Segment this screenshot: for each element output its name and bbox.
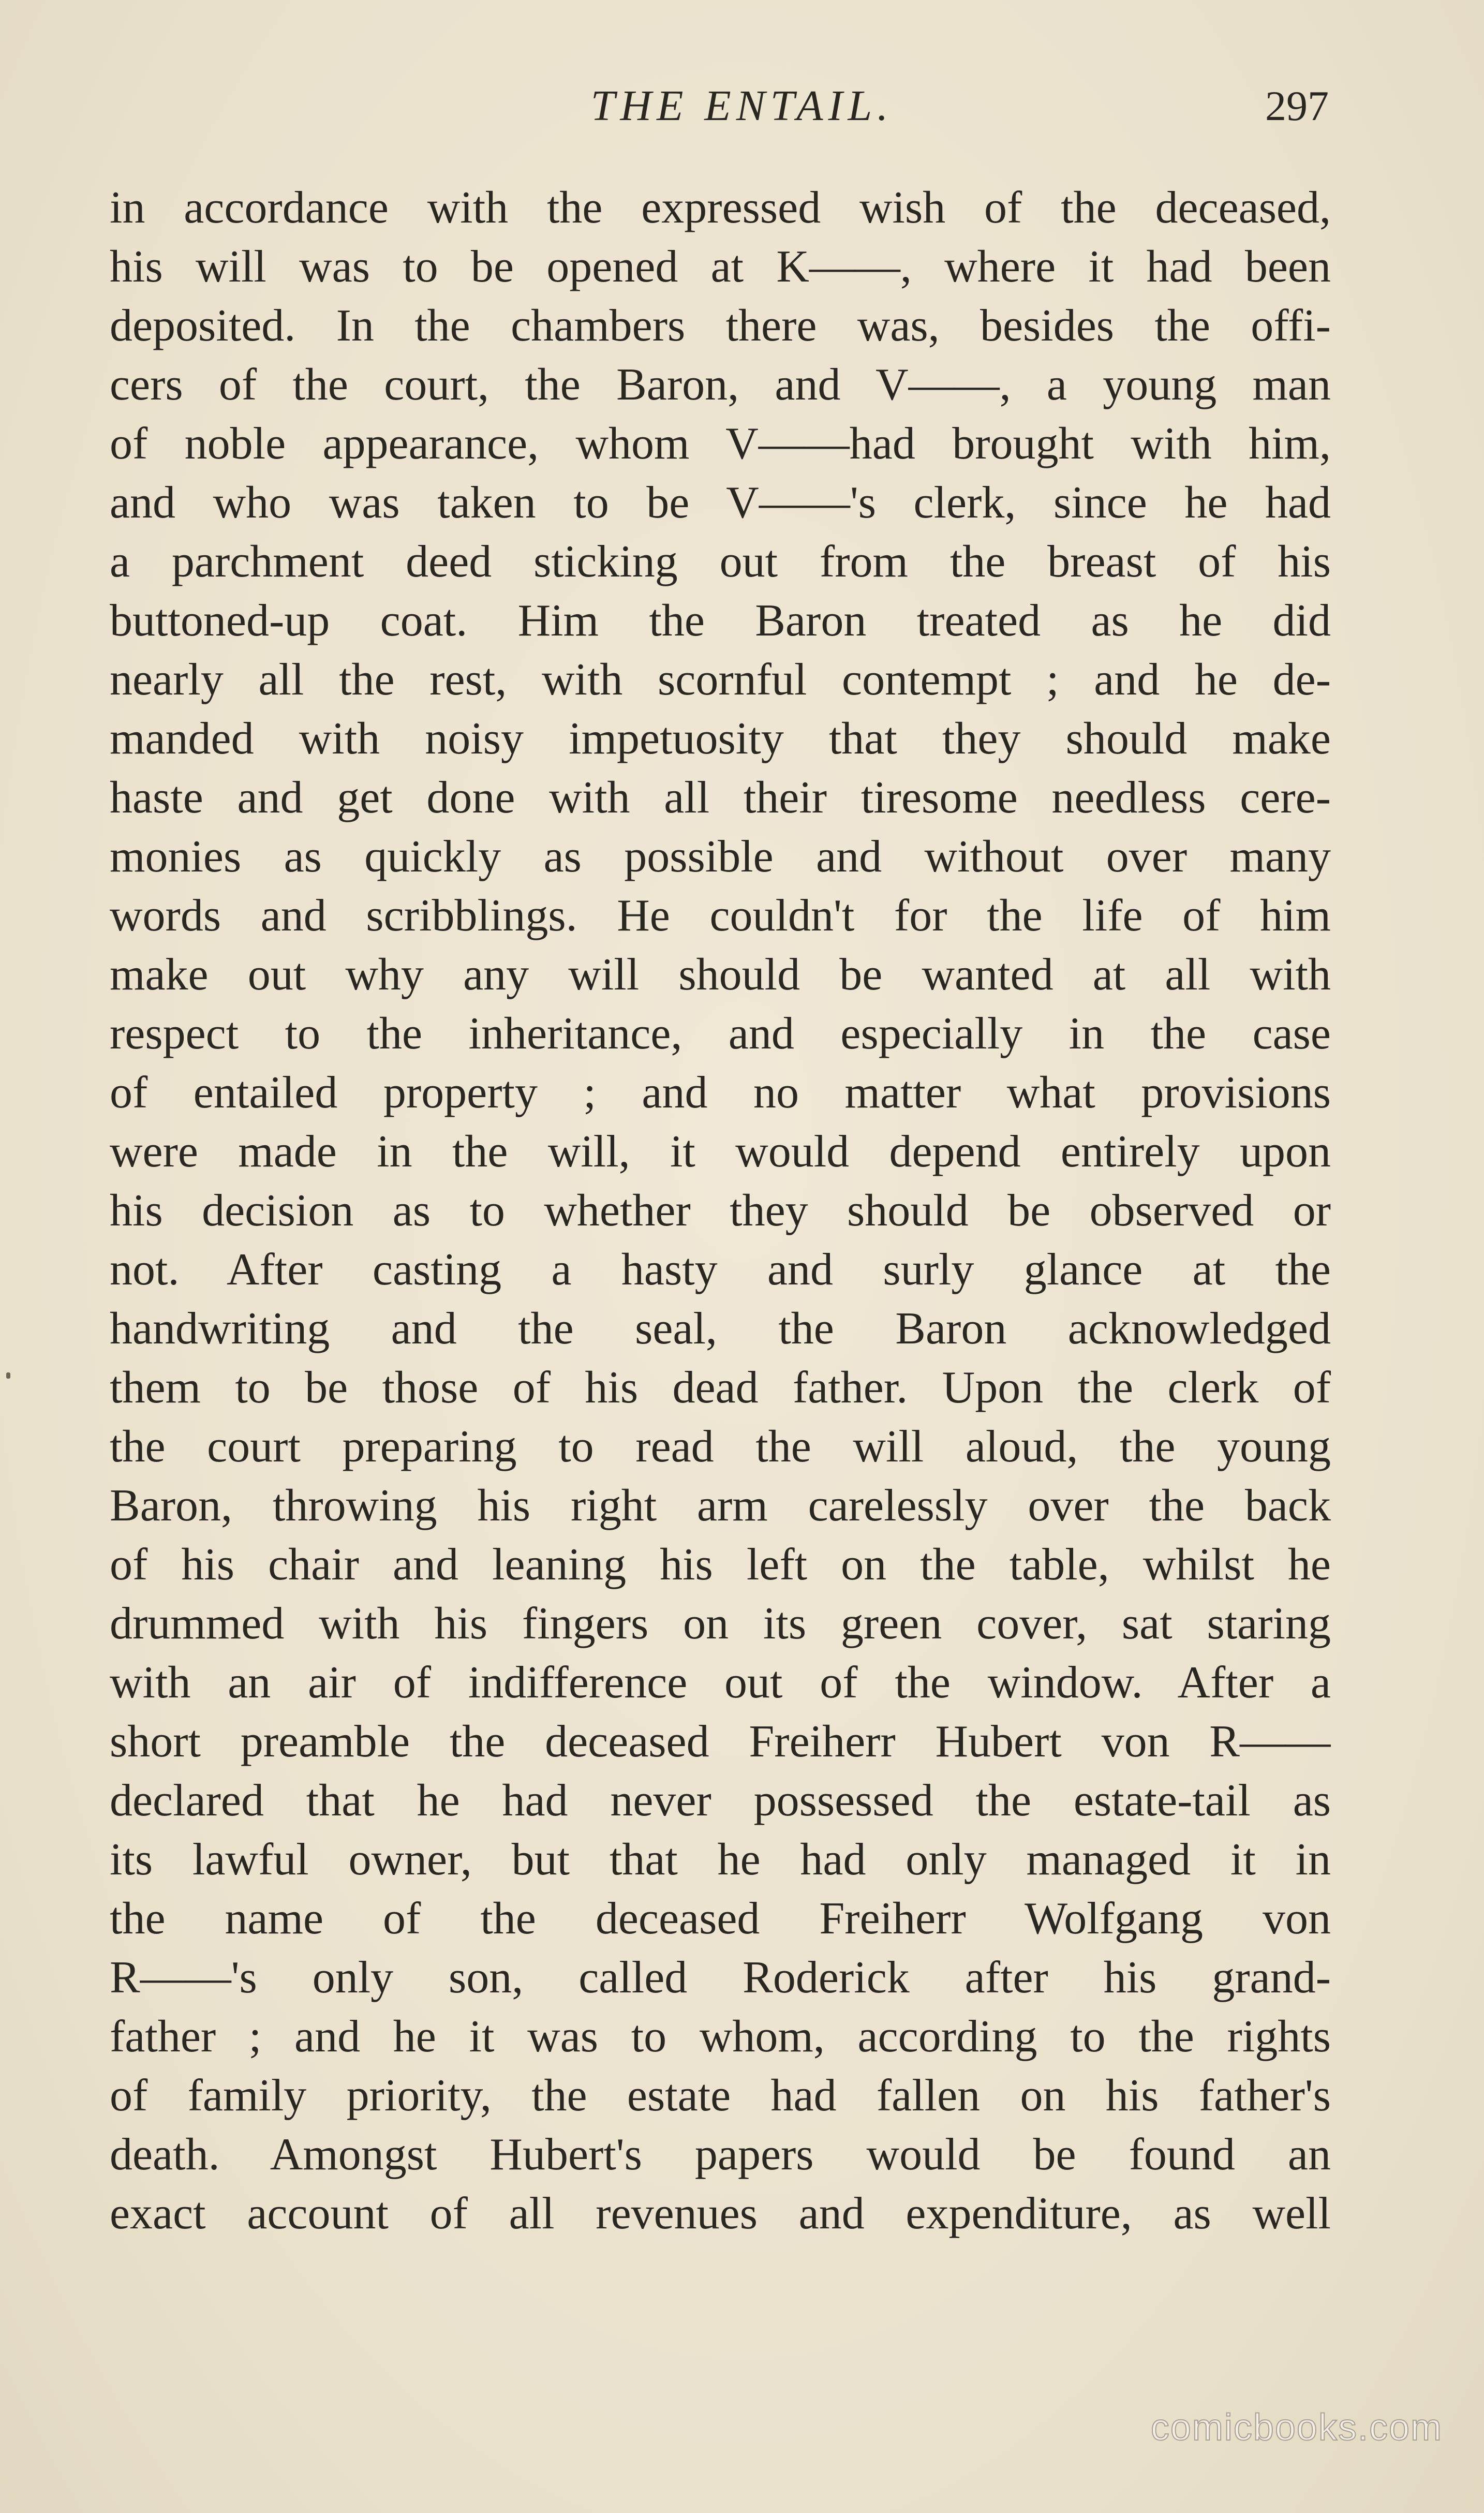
text-line: Baron, throwing his right arm carelessly over the back	[110, 1481, 1331, 1531]
text-line: his decision as to whether they should be observed or	[110, 1186, 1331, 1236]
text-line: not. After casting a hasty and surly glance at the	[110, 1245, 1331, 1295]
text-line: death. Amongst Hubert's papers would be found an	[110, 2130, 1331, 2180]
page-number: 297	[1265, 82, 1329, 129]
text-line: of noble appearance, whom V——had brought with him,	[110, 419, 1331, 469]
text-line: them to be those of his dead father. Upon the clerk of	[110, 1363, 1331, 1413]
text-line: haste and get done with all their tiresome needless cere-	[110, 773, 1331, 823]
text-line: monies as quickly as possible and without over many	[110, 832, 1331, 882]
text-line: short preamble the deceased Freiherr Hubert von R——	[110, 1717, 1331, 1767]
text-line: with an air of indifference out of the window. After a	[110, 1658, 1331, 1708]
text-line: words and scribblings. He couldn't for the life of him	[110, 891, 1331, 941]
text-line: drummed with his fingers on its green cover, sat staring	[110, 1599, 1331, 1649]
text-line: of family priority, the estate had fallen on his father's	[110, 2071, 1331, 2121]
body-text	[110, 179, 1331, 2243]
text-line: nearly all the rest, with scornful contempt ; and he de-	[110, 655, 1331, 705]
text-line: were made in the will, it would depend entirely upon	[110, 1127, 1331, 1177]
text-line: the name of the deceased Freiherr Wolfgang von	[110, 1894, 1331, 1944]
margin-mark	[6, 1372, 10, 1379]
text-line: his will was to be opened at K——, where it had been	[110, 242, 1331, 292]
text-line: of his chair and leaning his left on the table, whilst he	[110, 1540, 1331, 1590]
text-line: its lawful owner, but that he had only managed it in	[110, 1835, 1331, 1885]
text-line: and who was taken to be V——'s clerk, since he had	[110, 478, 1331, 528]
text-line: a parchment deed sticking out from the breast of his	[110, 537, 1331, 587]
text-line: buttoned-up coat. Him the Baron treated as he did	[110, 596, 1331, 646]
text-line: R——'s only son, called Roderick after his grand-	[110, 1953, 1331, 2003]
text-line: the court preparing to read the will aloud, the young	[110, 1422, 1331, 1472]
text-line: father ; and he it was to whom, according to the rights	[110, 2012, 1331, 2062]
running-title: THE ENTAIL.	[590, 82, 894, 130]
text-line: handwriting and the seal, the Baron acknowledged	[110, 1304, 1331, 1354]
text-line: declared that he had never possessed the estate-tail as	[110, 1776, 1331, 1826]
running-head	[0, 78, 1484, 135]
text-line: make out why any will should be wanted at all with	[110, 950, 1331, 1000]
text-line: exact account of all revenues and expenditure, as well	[110, 2189, 1331, 2239]
watermark: comicbooks.com	[1150, 2407, 1443, 2448]
text-line: in accordance with the expressed wish of the deceased,	[110, 183, 1331, 233]
text-line: of entailed property ; and no matter what provisions	[110, 1068, 1331, 1118]
text-line: manded with noisy impetuosity that they should make	[110, 714, 1331, 764]
text-line: respect to the inheritance, and especially in the case	[110, 1009, 1331, 1059]
text-line: deposited. In the chambers there was, besides the offi-	[110, 301, 1331, 351]
text-line: cers of the court, the Baron, and V——, a young man	[110, 360, 1331, 410]
